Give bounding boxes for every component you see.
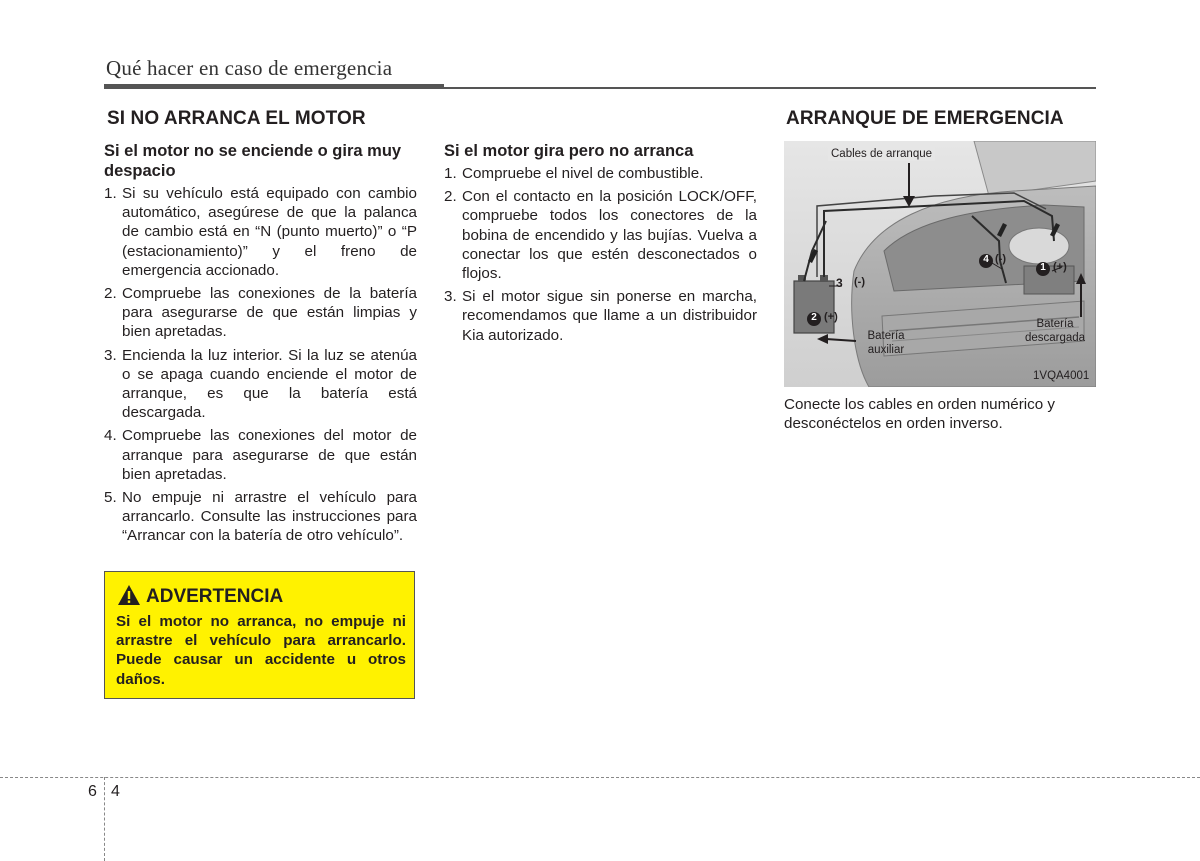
section-number: 6 [88, 783, 97, 800]
header-rule-thin [444, 87, 1096, 89]
section-heading-jump-start: ARRANQUE DE EMERGENCIA [786, 108, 1064, 129]
marker-number-2: 2 [811, 312, 817, 323]
header-rule-thick [104, 84, 444, 89]
list-item [104, 184, 417, 280]
marker-number-4: 4 [983, 254, 989, 265]
list-text: Con el contacto en la posición LOCK/OFF, compruebe todos los conectores de la bobina de encendido y las bujías. Vuelva a conectar los que estén desconectados o flojos. [462, 188, 757, 283]
marker-sign-1: (+) [1053, 261, 1067, 273]
list-text: No empuje ni arrastre el vehículo para arrancarlo. Consulte las instrucciones para “Arrancar con la batería de otro vehículo”. [122, 489, 417, 545]
checklist-cranks-no-start [444, 164, 757, 349]
list-text: Compruebe el nivel de combustible. [462, 165, 704, 182]
list-number: 5. [104, 489, 117, 507]
car-engine-drawing [784, 141, 1096, 387]
list-item [104, 346, 417, 423]
marker-number-3: 3 [836, 276, 843, 290]
list-item [444, 164, 757, 183]
footer-rule [0, 777, 1200, 778]
subheading-slow-crank: Si el motor no se enciende o gira muy despacio [104, 142, 402, 180]
list-text: Si su vehículo está equipado con cambio automático, asegúrese de que la palanca de cambio está en “N (punto muerto)” o “P (estacionamiento)” y el freno de emergencia accionado. [122, 185, 417, 279]
list-number: 1. [444, 165, 457, 182]
figure-caption: Conecte los cables en orden numérico y desconéctelos en orden inverso. [784, 396, 1055, 433]
warning-triangle-icon [117, 584, 141, 606]
list-number: 2. [444, 188, 457, 206]
marker-sign-2: (+) [824, 311, 838, 323]
figure-code: 1VQA4001 [1033, 370, 1090, 382]
list-text: Si el motor sigue sin ponerse en marcha, recomendamos que llame a un distribuidor Kia autorizado. [462, 288, 757, 344]
list-number: 2. [104, 285, 117, 303]
jump-start-illustration [784, 141, 1096, 387]
page-number: 4 [111, 783, 120, 800]
footer-divider [104, 777, 105, 861]
subheading-cranks-no-start: Si el motor gira pero no arranca [444, 142, 694, 160]
list-item [444, 187, 757, 283]
checklist-slow-crank [104, 184, 417, 550]
page-header-title: Qué hacer en caso de emergencia [106, 56, 393, 80]
marker-sign-3: (-) [854, 276, 865, 288]
section-heading-no-start: SI NO ARRANCA EL MOTOR [107, 108, 366, 129]
list-number: 3. [444, 288, 457, 306]
label-auxiliary-battery: Batería auxiliar [867, 330, 905, 356]
list-text: Compruebe las conexiones del motor de arranque para asegurarse de que están bien apretadas. [122, 427, 417, 483]
list-number: 4. [104, 427, 117, 445]
marker-sign-4: (-) [995, 253, 1006, 265]
warning-text: Si el motor no arranca, no empuje ni arrastre el vehículo para arrancarlo. Puede causar un accidente u otros daños. [116, 613, 406, 688]
warning-title: ADVERTENCIA [146, 586, 284, 607]
list-number: 1. [104, 185, 117, 202]
list-item [104, 426, 417, 484]
list-item [444, 287, 757, 345]
list-text: Encienda la luz interior. Si la luz se atenúa o se apaga cuando enciende el motor de arranque, es que la batería está descargada. [122, 346, 417, 422]
label-jumper-cables: Cables de arranque [828, 147, 935, 161]
list-item [104, 488, 417, 546]
label-discharged-battery: Batería descargada [1024, 318, 1086, 344]
list-item [104, 284, 417, 342]
list-number: 3. [104, 346, 117, 364]
marker-number-1: 1 [1040, 262, 1046, 273]
list-text: Compruebe las conexiones de la batería para asegurarse de que están limpias y bien apretadas. [122, 285, 417, 341]
